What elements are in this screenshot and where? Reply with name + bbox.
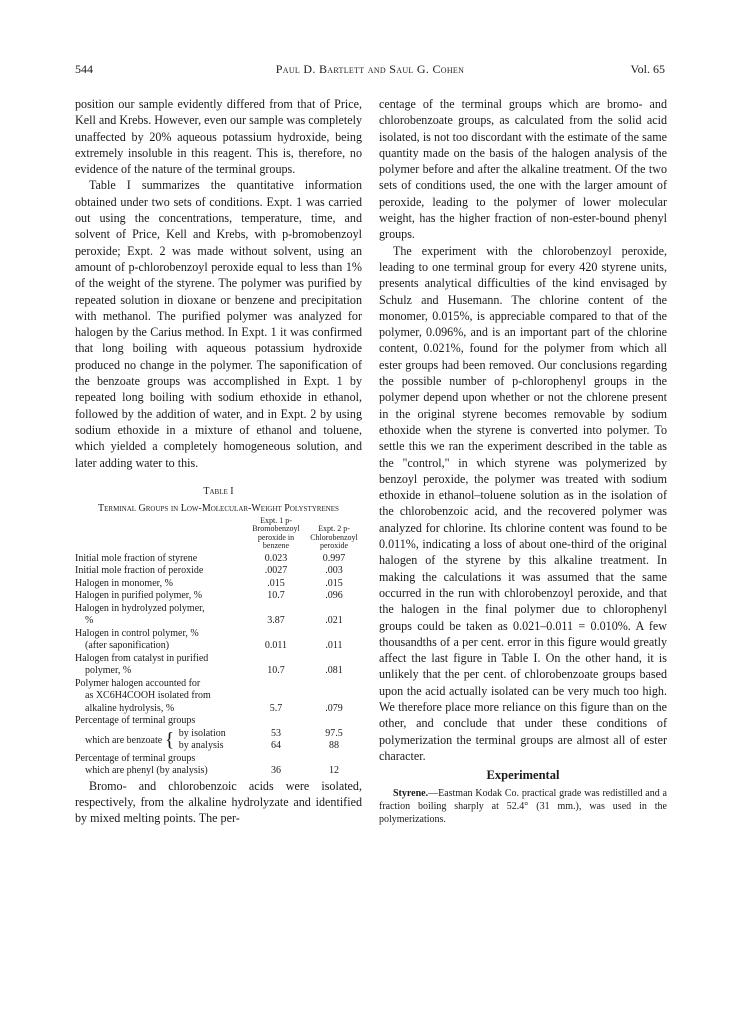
- cell-value: 53: [271, 727, 281, 739]
- row-label-line: alkaline hydrolysis, %: [85, 702, 175, 714]
- cell-expt2: [306, 728, 362, 753]
- cell-expt1: .015: [267, 577, 285, 589]
- row-label-line: which are benzoate: [85, 734, 163, 746]
- row-label-line: as XC6H4COOH isolated from: [85, 690, 211, 702]
- method-label: by analysis: [178, 740, 224, 752]
- row-label: Percentage of terminal groups: [75, 715, 196, 727]
- paragraph: Bromo- and chlorobenzoic acids were isolated, respectively, from the alkaline hydrolyzate and identified by mixed melting points. The per-: [75, 778, 362, 826]
- cell-expt2: .021: [325, 615, 343, 627]
- cell-expt1: 5.7: [269, 702, 283, 714]
- row-label: [75, 678, 246, 716]
- table-row: [75, 678, 362, 716]
- row-label: [75, 603, 246, 628]
- cell-expt1: 0.011: [264, 640, 288, 652]
- section-heading: Experimental: [486, 768, 560, 783]
- brace-glyph: {: [164, 729, 175, 752]
- row-label-line: (after saponification): [85, 640, 170, 652]
- column-header-expt1: Expt. 1 p-Bromobenzoyl peroxide in benzene: [252, 515, 300, 551]
- table-row: [75, 565, 362, 578]
- page-number: 544: [75, 62, 93, 76]
- cell-expt1: .0027: [264, 565, 288, 577]
- cell-expt2: .081: [325, 665, 343, 677]
- row-label-line: which are phenyl (by analysis): [85, 765, 208, 777]
- cell-expt2: .003: [325, 565, 343, 577]
- row-label: [75, 628, 246, 653]
- cell-expt2: .015: [325, 577, 343, 589]
- cell-expt2: 12: [329, 765, 339, 777]
- cell-expt2: .096: [325, 590, 343, 602]
- left-column: [75, 96, 362, 827]
- cell-value: 64: [271, 740, 281, 752]
- table-row: [75, 578, 362, 591]
- table-row: [75, 653, 362, 678]
- row-label: Initial mole fraction of peroxide: [75, 565, 204, 577]
- row-label-line: Halogen in control polymer, %: [75, 627, 199, 639]
- row-label-line: Polymer halogen accounted for: [75, 677, 201, 689]
- brace-options: [179, 728, 226, 753]
- right-column: [379, 96, 667, 826]
- cell-value: 97.5: [325, 727, 343, 739]
- row-label: Initial mole fraction of styrene: [75, 552, 198, 564]
- paragraph: The experiment with the chlorobenzoyl peroxide, leading to one terminal group for every 420 styrene units, presents analytical difficulties of the kind envisaged by Schulz and Husemann. The chlorine content of the monomer, 0.015%, is appreciable compared to that of the polymer, 0.096%, and is an important part of the chlorine content, 0.021%, found for the polymer from which all ester groups had been removed. Our conclusions regarding the possible number of p-chlorophenyl groups in the polymer depend upon whether or not the chlorene present in the original styrene becomes removable by sodium ethoxide when the styrene is converted into polymer. To settle this we ran the experiment described in the table as the "control," in which styrene was polymerized by benzoyl peroxide, the polymer was treated with sodium ethoxide in ethanol–toluene solution as in the isolation of the chlorobenzoic acid, and the recovered polymer was analyzed for chlorine. Its chlorine content was found to be 0.011%, indicating a loss of about one-third of the original halogen of the styrene by this alkaline treatment. In making the calculations it was assumed that the same occurred in the run with chlorobenzoyl peroxide, and that the halogen in the final polymer due to chlorophenyl groups could be taken as 0.021–0.011 = 0.010%. A few thousandths of a per cent. error in this figure would greatly affect the last figure in Table I. On the other hand, it is unlikely that the per cent. of chlorobenzoate groups based upon the acid actually isolated can be very much too high. We therefore place more reliance on this figure than on the other, and conclude that under these conditions of polymerization the terminal groups are almost all of ester character.: [379, 243, 667, 763]
- cell-expt1: 10.7: [267, 665, 285, 677]
- paragraph: Table I summarizes the quantitative information obtained under two sets of conditions. Expt. 1 was carried out using the concentrations, temperature, time, and solvent of Price, Kell and Krebs, with p-bromobenzoyl peroxide; Expt. 2 was made without solvent, using an amount of p-chlorobenzoyl peroxide equal to less than 1% of the weight of the styrene. The polymer was purified by repeated solution in dioxane or benzene and precipitation with methanol. The purified polymer was analyzed for halogen by the Carius method. In Expt. 1 it was confirmed that long boiling with aqueous potassium hydroxide produced no change in the polymer. The saponification of the benzoate groups was accomplished in Expt. 1 by repeated long boiling with sodium ethoxide in ethanol, followed by the addition of water, and in Expt. 2 by using sodium ethoxide in a mixture of ethanol and toluene, which yielded a completely homogeneous solution, and later adding water to this.: [75, 178, 362, 470]
- results-table: [75, 517, 362, 778]
- running-header: [75, 62, 665, 78]
- table-row: [75, 603, 362, 628]
- cell-expt1: 3.87: [267, 615, 285, 627]
- method-label: by isolation: [178, 727, 226, 739]
- table-header-row: [75, 517, 362, 553]
- row-label-line: polymer, %: [85, 665, 132, 677]
- column-header-expt2: Expt. 2 p-Chlorobenzoyl peroxide: [310, 524, 358, 551]
- table-row: [75, 590, 362, 603]
- running-head-authors: Paul D. Bartlett and Saul G. Cohen: [275, 62, 465, 76]
- row-label: Halogen in monomer, %: [75, 577, 173, 589]
- experimental-paragraph: [379, 787, 667, 826]
- row-label-line: Percentage of terminal groups: [75, 752, 196, 764]
- row-label-line: Halogen from catalyst in purified: [75, 652, 209, 664]
- volume-label: Vol. 65: [630, 62, 665, 76]
- cell-value: 88: [329, 740, 339, 752]
- cell-expt2: .011: [325, 640, 343, 652]
- cell-expt1: 10.7: [267, 590, 285, 602]
- cell-expt1: 36: [271, 765, 281, 777]
- row-label: [75, 753, 246, 778]
- table-caption: Table I: [203, 485, 234, 497]
- row-label-line: %: [85, 615, 94, 627]
- table-row: [75, 628, 362, 653]
- paragraph-text: —Eastman Kodak Co. practical grade was redistilled and a fraction boiling sharply at 52.4° (31 mm.), was used in the polymerizations.: [379, 788, 667, 826]
- row-label: [75, 728, 246, 753]
- cell-expt1: 0.023: [264, 552, 288, 564]
- table-row: [75, 753, 362, 778]
- table-row: [75, 553, 362, 566]
- run-in-heading: Styrene.: [393, 788, 429, 800]
- row-label-line: Halogen in hydrolyzed polymer,: [75, 602, 205, 614]
- cell-expt1: [246, 728, 306, 753]
- table-row: [75, 728, 362, 753]
- table-title: Terminal Groups in Low-Molecular-Weight Polystyrenes: [98, 502, 339, 514]
- paragraph: position our sample evidently differed from that of Price, Kell and Krebs. However, even our sample was completely unaffected by 20% aqueous potassium hydroxide, being extremely insoluble in this reagent. This is, therefore, no evidence of the nature of the terminal groups.: [75, 97, 362, 177]
- row-label: Halogen in purified polymer, %: [75, 590, 203, 602]
- row-label: [75, 653, 246, 678]
- paragraph: centage of the terminal groups which are bromo- and chlorobenzoate groups, as calculated from the solid acid isolated, is not too discordant with the estimate of the same quantity made on the basis of the halogen analysis of the polymer before and after the alkaline treatment. Of the two sets of conditions used, the one with the larger amount of peroxide, leading to the polymer of lower molecular weight, has the higher fraction of non-ester-bound phenyl groups.: [379, 97, 667, 242]
- table-row: [75, 715, 362, 728]
- cell-expt2: 0.997: [322, 552, 346, 564]
- cell-expt2: .079: [325, 702, 343, 714]
